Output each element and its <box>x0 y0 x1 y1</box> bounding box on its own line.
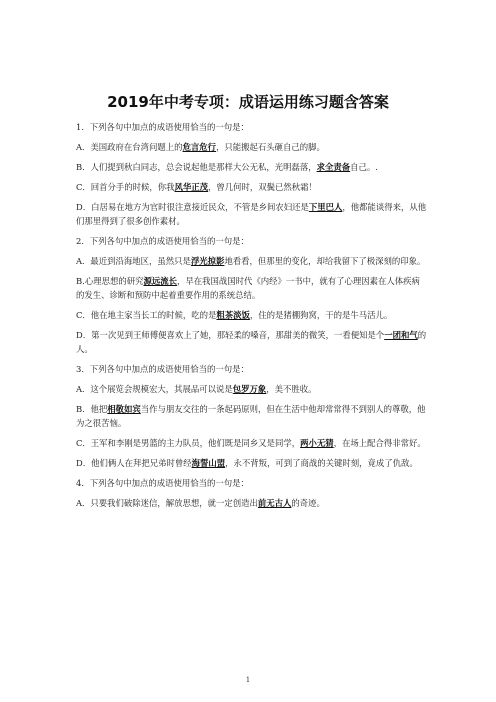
document-body <box>76 120 428 516</box>
text-segment: C．他在地主家当长工的时候，吃的是 <box>76 310 217 320</box>
text-segment: ，曾几何时，双鬓已然秋霜！ <box>208 182 317 192</box>
answer-option <box>76 436 428 450</box>
question-stem <box>76 234 428 248</box>
answer-option <box>76 274 428 302</box>
text-segment: B．他把 <box>76 404 108 414</box>
text-segment: 地看看，但那里的变化，却给我留下了极深刻的印象。 <box>224 256 426 266</box>
highlighted-idiom: 风华正茂 <box>174 182 209 192</box>
text-segment: ，在场上配合得非常好。 <box>333 438 426 448</box>
highlighted-idiom: 前无古人 <box>257 498 292 508</box>
text-segment: 4．下列各句中加点的成语使用恰当的一句是： <box>76 478 249 488</box>
text-segment: 自己。. <box>350 162 378 172</box>
text-segment: D．他们俩人在拜把兄弟时曾经 <box>76 458 192 468</box>
highlighted-idiom: 下里巴人 <box>308 202 343 212</box>
highlighted-idiom: 两小无猜 <box>300 438 334 448</box>
text-segment: A．最近到沿海地区，虽然只是 <box>76 256 191 266</box>
text-segment: D．白居易在地方为官时很注意接近民众，不管是乡间农妇还是 <box>76 202 309 212</box>
text-segment: C．王军和李刚是男篮的主力队员，他们既是同乡又是同学， <box>76 438 301 448</box>
question-stem <box>76 362 428 376</box>
highlighted-idiom: 包罗万象 <box>232 384 267 394</box>
text-segment: ，住的是猪棚狗窝，干的是牛马活儿。 <box>249 310 393 320</box>
answer-option <box>76 180 428 194</box>
highlighted-idiom: 求全责备 <box>316 162 351 172</box>
answer-option <box>76 200 428 228</box>
text-segment: A．这个展览会规模宏大，其展品可以说是 <box>76 384 233 394</box>
highlighted-idiom: 危言危行 <box>182 142 217 152</box>
answer-option <box>76 328 428 356</box>
answer-option <box>76 402 428 430</box>
document-title: 2019年中考专项：成语运用练习题含答案 <box>107 93 389 111</box>
text-segment: C．回首分手的时候，你我 <box>76 182 175 192</box>
text-segment: 的人。 <box>76 330 427 354</box>
text-segment: ，他都能谈得来，从他们那里得到了很多创作素材。 <box>76 202 427 226</box>
text-segment: ，永不背叛，可到了商战的关键时刻，竟成了仇敌。 <box>225 458 418 468</box>
question-stem <box>76 476 428 490</box>
text-segment: B.心理思想的研究 <box>76 276 144 286</box>
text-segment: ，只能搬起石头砸自己的脚。 <box>216 142 325 152</box>
text-segment: ，美不胜收。 <box>266 384 317 394</box>
answer-option <box>76 308 428 322</box>
text-segment: 1．下列各句中加点的成语使用恰当的一句是： <box>76 122 249 132</box>
highlighted-idiom: 粗茶淡饭 <box>216 310 250 320</box>
highlighted-idiom: 源远流长 <box>143 276 177 286</box>
text-segment: A．美国政府在台湾问题上的 <box>76 142 183 152</box>
highlighted-idiom: 相敬如宾 <box>107 404 141 414</box>
page-number: 1 <box>245 676 251 684</box>
answer-option <box>76 140 428 154</box>
text-segment: A．只要我们破除迷信，解放思想，就一定创造出 <box>76 498 258 508</box>
text-segment: 2．下列各句中加点的成语使用恰当的一句是： <box>76 236 249 246</box>
answer-option <box>76 496 428 510</box>
text-segment: 的奇迹。 <box>291 498 325 508</box>
answer-option <box>76 254 428 268</box>
text-segment: 3．下列各句中加点的成语使用恰当的一句是： <box>76 364 249 374</box>
answer-option <box>76 456 428 470</box>
question-stem <box>76 120 428 134</box>
text-segment: D．第一次见到王师傅便喜欢上了她，那轻柔的嗓音，那甜美的微笑，一看便知是个 <box>76 330 385 340</box>
highlighted-idiom: 一团和气 <box>384 330 418 340</box>
text-segment: ，早在我国战国时代《内经》一书中，就有了心理因素在人体疾病的发生、诊断和预防中起着重要作用的系统总结。 <box>76 276 420 300</box>
text-segment: B．人们提到秋白同志，总会说起他是那样大公无私，光明磊落， <box>76 162 317 172</box>
answer-option <box>76 382 428 396</box>
text-segment: 当作与朋友交往的一条起码原则，但在生活中他却常常得不到别人的尊敬，他为之很苦恼。 <box>76 404 426 428</box>
highlighted-idiom: 海誓山盟 <box>191 458 226 468</box>
answer-option <box>76 160 428 174</box>
highlighted-idiom: 浮光掠影 <box>190 256 225 266</box>
